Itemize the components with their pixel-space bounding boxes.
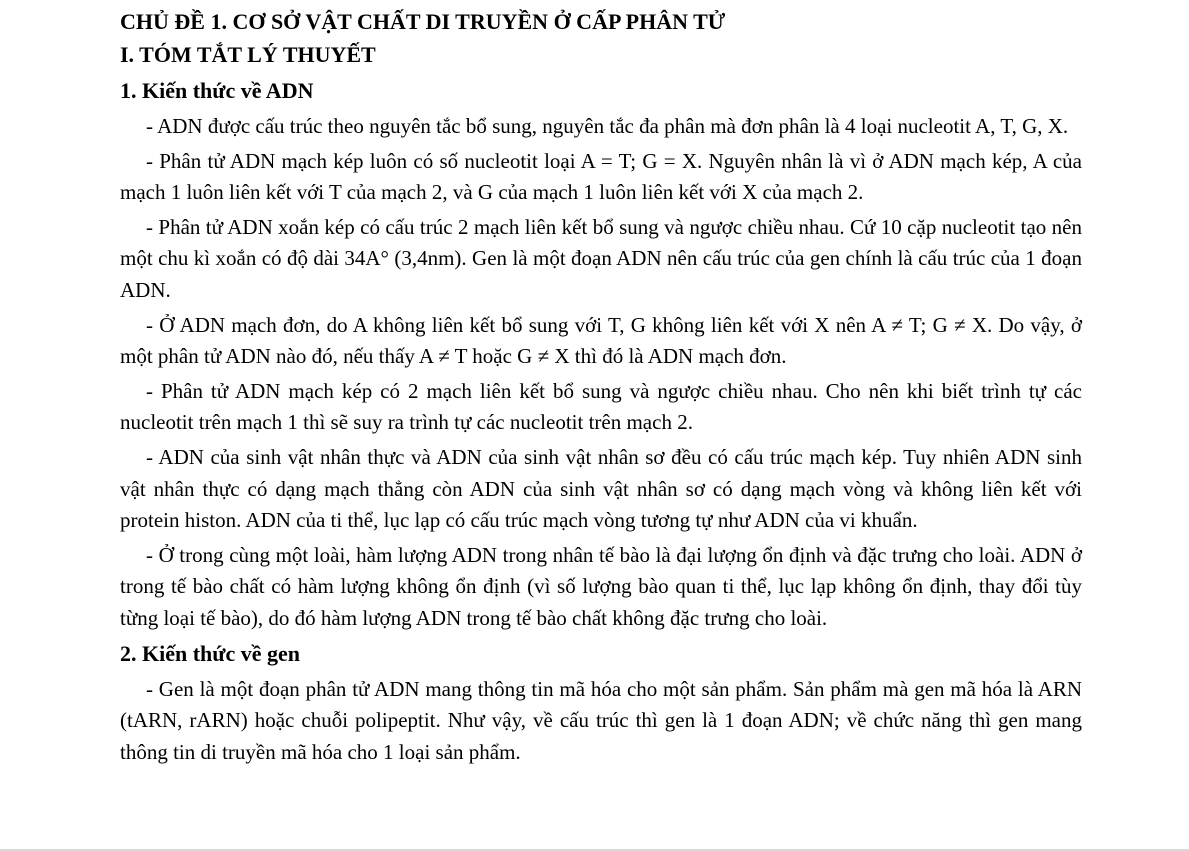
- section-heading: I. TÓM TẮT LÝ THUYẾT: [120, 42, 376, 67]
- paragraph-adn-7: - Ở trong cùng một loài, hàm lượng ADN trong nhân tế bào là đại lượng ổn định và đặc trưng cho loài. ADN ở trong tế bào chất có hàm lượng không ổn định (vì số lượng bào quan ti thể, lục lạp không ổn định, thay đổi tùy từng loại tế bào), do đó hàm lượng ADN trong tế bào chất không đặc trưng cho loài.: [120, 542, 1082, 630]
- paragraph-adn-2: - Phân tử ADN mạch kép luôn có số nucleotit loại A = T; G = X. Nguyên nhân là vì ở ADN mạch kép, A của mạch 1 luôn liên kết với T của mạch 2, và G của mạch 1 luôn liên kết với X của mạch 2.: [120, 148, 1082, 205]
- paragraph-adn-3: - Phân tử ADN xoắn kép có cấu trúc 2 mạch liên kết bổ sung và ngược chiều nhau. Cứ 10 cặp nucleotit tạo nên một chu kì xoắn có độ dài 34A° (3,4nm). Gen là một đoạn ADN nên cấu trúc của gen chính là cấu trúc của 1 đoạn ADN.: [120, 214, 1082, 302]
- document-page: [120, 4, 1082, 771]
- paragraph-adn-5: - Phân tử ADN mạch kép có 2 mạch liên kết bổ sung và ngược chiều nhau. Cho nên khi biết trình tự các nucleotit trên mạch 1 thì sẽ suy ra trình tự các nucleotit trên mạch 2.: [120, 378, 1082, 435]
- paragraph-adn-4: - Ở ADN mạch đơn, do A không liên kết bổ sung với T, G không liên kết với X nên A ≠ T; G ≠ X. Do vậy, ở một phân tử ADN nào đó, nếu thấy A ≠ T hoặc G ≠ X thì đó là ADN mạch đơn.: [120, 312, 1082, 369]
- paragraph-adn-1: - ADN được cấu trúc theo nguyên tắc bổ sung, nguyên tắc đa phân mà đơn phân là 4 loại nucleotit A, T, G, X.: [146, 114, 1069, 138]
- document-title: CHỦ ĐỀ 1. CƠ SỞ VẬT CHẤT DI TRUYỀN Ở CẤP PHÂN TỬ: [120, 9, 726, 34]
- subsection-heading-gen: 2. Kiến thức về gen: [120, 640, 301, 666]
- paragraph-gen-1: - Gen là một đoạn phân tử ADN mang thông tin mã hóa cho một sản phẩm. Sản phẩm mà gen mã hóa là ARN (tARN, rARN) hoặc chuỗi polipeptit. Như vậy, về cấu trúc thì gen là 1 đoạn ADN; về chức năng thì gen mang thông tin di truyền mã hóa cho 1 loại sản phẩm.: [120, 676, 1082, 764]
- paragraph-adn-6: - ADN của sinh vật nhân thực và ADN của sinh vật nhân sơ đều có cấu trúc mạch kép. Tuy nhiên ADN sinh vật nhân thực có dạng mạch thẳng còn ADN của sinh vật nhân sơ có dạng mạch vòng và không liên kết với protein histon. ADN của ti thể, lục lạp có cấu trúc mạch vòng tương tự như ADN của vi khuẩn.: [120, 444, 1082, 533]
- subsection-heading-adn: 1. Kiến thức về ADN: [120, 78, 314, 103]
